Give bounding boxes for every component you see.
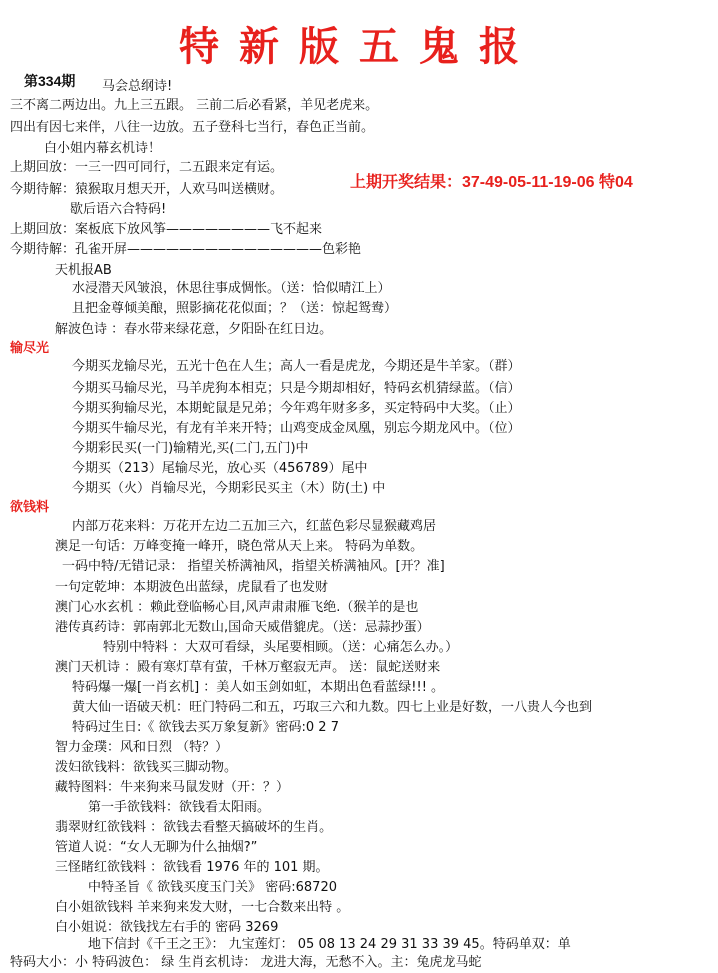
text-line: 翡翠财红欲钱料 ：欲钱去看整天搞破坏的生肖。 <box>55 820 333 835</box>
text-line: 且把金尊倾美酿，照影摘花花似面；？（送：惊起鸳鸯） <box>72 301 398 316</box>
page-title: 特新版五鬼报 <box>179 23 539 70</box>
text-line: 白小姐内幕玄机诗！ <box>44 141 162 156</box>
text-line: 管道人说：“女人无聊为什么抽烟?” <box>55 840 258 855</box>
text-line: 白小姐说：欲钱找左右手的 密码 3269 <box>55 920 279 935</box>
text-line: 特码过生日:《 欲钱去买万象复新》密码:0 2 7 <box>72 720 339 735</box>
text-line: 第一手欲钱料：欲钱看太阳雨。 <box>88 800 271 815</box>
text-line: 马会总纲诗! <box>102 79 173 94</box>
text-line: 特码爆一爆[一肖玄机] ：美人如玉剑如虹，本期出色看蓝绿!!! 。 <box>72 680 445 695</box>
text-line: 黄大仙一语破天机：旺门特码二和五，巧取三六和九数。四七上业是好数，一八贵人今也到 <box>72 700 593 715</box>
text-line: 上期回放：一三一四可同行，二五跟来定有运。 <box>10 160 284 175</box>
text-line: 今期买狗输尽光，本期蛇鼠是兄弟；今年鸡年财多多，买定特码中大奖。（止） <box>72 401 521 416</box>
text-line: 特码大小：小 特码波色： 绿 生肖玄机诗： 龙进大海，无愁不入。主：兔虎龙马蛇 <box>10 955 482 970</box>
text-line: 三不离二两边出。九上三五跟。 三前二后必看紧，羊见老虎来。 <box>10 98 379 113</box>
text-line: 今期彩民买(一门)输精光,买(二门,五门)中 <box>72 441 309 456</box>
text-line: 今期待解：猿猴取月想天开，人欢马叫送横财。 <box>10 182 284 197</box>
text-line: 今期待解：孔雀开屏———————————————色彩艳 <box>10 242 362 257</box>
text-line: 天机报AB <box>55 263 112 278</box>
text-line: 歇后语六合特码! <box>70 202 167 217</box>
text-line: 今期买马输尽光，马羊虎狗本相克；只是今期却相好，特码玄机猜绿蓝。（信） <box>72 381 521 396</box>
issue-number: 第334期 <box>24 73 76 89</box>
text-line: 今期买（火）肖输尽光，今期彩民买主（木）防(土) 中 <box>72 481 386 496</box>
text-line: 三怪睹红欲钱料 ：欲钱看 1976 年的 101 期。 <box>55 860 329 875</box>
text-line: 白小姐欲钱料 羊来狗来发大财，一七合数来出特 。 <box>55 900 350 915</box>
text-line: 智力金璞：风和日烈 （特？） <box>55 740 229 755</box>
last-draw-result: 上期开奖结果：37-49-05-11-19-06 特04 <box>350 174 633 191</box>
text-line: 澳门天机诗 ：殿有寒灯草有萤，千林万壑寂无声。 送：鼠蛇送财来 <box>55 660 441 675</box>
text-line: 解波色诗 ：春水带来绿花意，夕阳卧在红日边。 <box>55 322 333 337</box>
text-line: 藏特图料：牛来狗来马鼠发财（开：？） <box>55 780 290 795</box>
text-line: 地下信封《千王之王》： 九宝莲灯： 05 08 13 24 29 31 33 39 45。特码单双：单 <box>88 937 571 952</box>
text-line: 水浸潜天风皱浪，休思往事成惆怅。（送：恰似晴江上） <box>72 281 391 296</box>
text-line: 澳足一句话：万峰变掩一峰开，晓色常从天上来。 特码为单数。 <box>55 539 424 554</box>
section-heading-money: 欲钱料 <box>10 500 50 515</box>
section-heading-lose: 输尽光 <box>10 341 50 356</box>
text-line: 上期回放：案板底下放风筝————————飞不起来 <box>10 222 323 237</box>
text-line: 澳门心水玄机 ：赖此登临畅心目,风声肃肃雁飞绝.（猴羊的是也 <box>55 600 419 615</box>
text-line: 一码中特/无错记录： 指望关桥满袖风，指望关桥满袖风。[开？准] <box>62 559 445 574</box>
text-line: 四出有因七来伴，八往一边放。五子登科七当行，春色正当前。 <box>10 120 375 135</box>
text-line: 特别中特料 ：大双可看绿，头尾要相顾。（送：心痛怎么办。） <box>103 640 459 655</box>
text-line: 泼妇欲钱料：欲钱买三脚动物。 <box>55 760 238 775</box>
text-line: 今期买龙输尽光，五光十色在人生；高人一看是虎龙，今期还是牛羊家。（群） <box>72 359 521 374</box>
text-line: 一句定乾坤：本期波色出蓝绿，虎鼠看了也发财 <box>55 580 329 595</box>
text-line: 港传真药诗：郭南郭北无数山,国命天威借貔虎。（送：忌蒜抄蛋） <box>55 620 430 635</box>
text-line: 内部万花来料：万花开左边二五加三六，红蓝色彩尽显猴藏鸡居 <box>72 519 437 534</box>
text-line: 中特圣旨《 欲钱买度玉门关》 密码:68720 <box>88 880 337 895</box>
text-line: 今期买牛输尽光，有龙有羊来开特；山鸡变成金凤凰，别忘今期龙风中。（位） <box>72 421 521 436</box>
text-line: 今期买（213）尾输尽光，放心买（456789）尾中 <box>72 461 368 476</box>
